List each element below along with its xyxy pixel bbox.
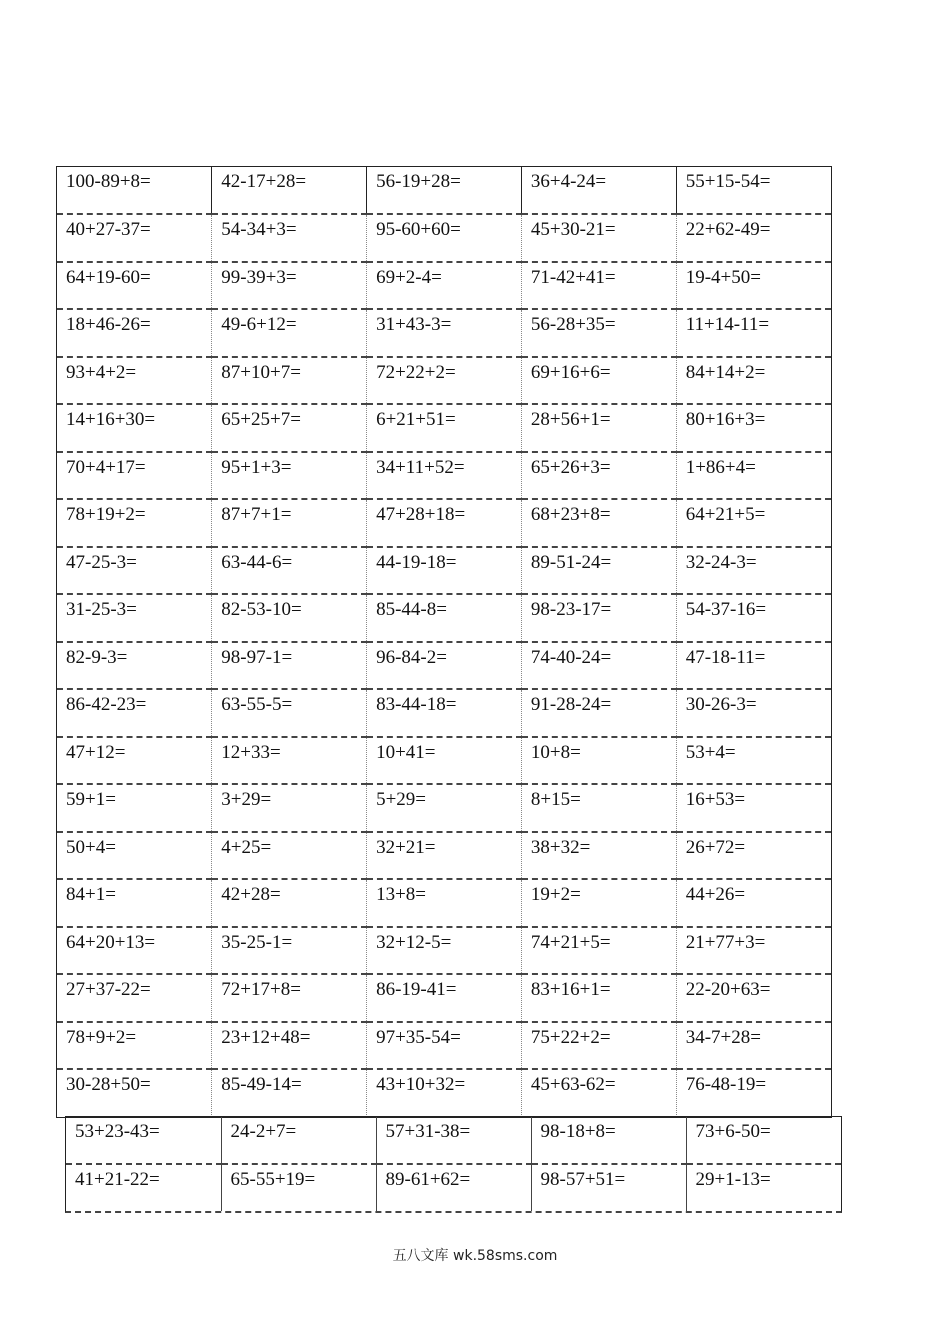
exercise-cell: 10+8= — [521, 737, 676, 785]
exercise-cell: 50+4= — [57, 832, 212, 880]
exercise-cell: 10+41= — [367, 737, 522, 785]
exercise-cell: 74+21+5= — [521, 927, 676, 975]
exercise-cell: 56-28+35= — [521, 309, 676, 357]
exercise-cell: 36+4-24= — [521, 167, 676, 214]
exercise-cell: 87+10+7= — [212, 357, 367, 405]
exercise-cell: 69+2-4= — [367, 262, 522, 310]
exercise-row — [57, 309, 831, 357]
exercise-row — [66, 1117, 841, 1164]
exercise-cell: 26+72= — [676, 832, 831, 880]
exercise-cell: 38+32= — [521, 832, 676, 880]
exercise-cell: 76-48-19= — [676, 1069, 831, 1117]
exercise-cell: 99-39+3= — [212, 262, 367, 310]
exercise-cell: 32-24-3= — [676, 547, 831, 595]
exercise-cell: 95+1+3= — [212, 452, 367, 500]
exercise-cell: 75+22+2= — [521, 1022, 676, 1070]
exercise-cell: 63-44-6= — [212, 547, 367, 595]
exercise-cell: 30-28+50= — [57, 1069, 212, 1117]
exercise-cell: 65+25+7= — [212, 404, 367, 452]
exercise-cell: 97+35-54= — [367, 1022, 522, 1070]
exercise-cell: 73+6-50= — [686, 1117, 841, 1164]
exercise-row — [57, 499, 831, 547]
exercise-cell: 78+9+2= — [57, 1022, 212, 1070]
exercise-row — [57, 784, 831, 832]
exercise-cell: 59+1= — [57, 784, 212, 832]
exercise-row — [57, 262, 831, 310]
exercise-row — [57, 642, 831, 690]
exercise-cell: 32+21= — [367, 832, 522, 880]
exercise-cell: 1+86+4= — [676, 452, 831, 500]
exercise-row — [57, 689, 831, 737]
exercise-cell: 56-19+28= — [367, 167, 522, 214]
exercise-row — [57, 594, 831, 642]
exercise-cell: 65-55+19= — [221, 1164, 376, 1211]
exercise-cell: 42+28= — [212, 879, 367, 927]
exercise-cell: 98-57+51= — [531, 1164, 686, 1211]
exercise-cell: 89-51-24= — [521, 547, 676, 595]
exercise-cell: 83+16+1= — [521, 974, 676, 1022]
exercise-cell: 35-25-1= — [212, 927, 367, 975]
extra-exercise-table — [66, 1117, 841, 1211]
exercise-cell: 47-25-3= — [57, 547, 212, 595]
exercise-row — [66, 1164, 841, 1211]
exercise-cell: 47+12= — [57, 737, 212, 785]
exercise-cell: 57+31-38= — [376, 1117, 531, 1164]
exercise-cell: 65+26+3= — [521, 452, 676, 500]
exercise-cell: 85-49-14= — [212, 1069, 367, 1117]
exercise-cell: 63-55-5= — [212, 689, 367, 737]
footer-watermark: 五八文库 wk.58sms.com — [392, 1248, 558, 1264]
exercise-cell: 42-17+28= — [212, 167, 367, 214]
exercise-cell: 49-6+12= — [212, 309, 367, 357]
exercise-cell: 96-84-2= — [367, 642, 522, 690]
exercise-cell: 11+14-11= — [676, 309, 831, 357]
exercise-cell: 71-42+41= — [521, 262, 676, 310]
exercise-row — [57, 1069, 831, 1117]
exercise-cell: 24-2+7= — [221, 1117, 376, 1164]
exercise-cell: 32+12-5= — [367, 927, 522, 975]
exercise-row — [57, 927, 831, 975]
exercise-cell: 82-9-3= — [57, 642, 212, 690]
exercise-cell: 43+10+32= — [367, 1069, 522, 1117]
exercise-cell: 30-26-3= — [676, 689, 831, 737]
exercise-cell: 21+77+3= — [676, 927, 831, 975]
exercise-cell: 31-25-3= — [57, 594, 212, 642]
exercise-cell: 22+62-49= — [676, 214, 831, 262]
exercise-cell: 8+15= — [521, 784, 676, 832]
exercise-cell: 6+21+51= — [367, 404, 522, 452]
exercise-row — [57, 1022, 831, 1070]
exercise-cell: 72+17+8= — [212, 974, 367, 1022]
exercise-cell: 16+53= — [676, 784, 831, 832]
exercise-cell: 83-44-18= — [367, 689, 522, 737]
exercise-cell: 74-40-24= — [521, 642, 676, 690]
exercise-cell: 100-89+8= — [66, 171, 151, 192]
exercise-row — [57, 832, 831, 880]
exercise-cell: 54-37-16= — [676, 594, 831, 642]
exercise-cell: 12+33= — [212, 737, 367, 785]
exercise-cell: 13+8= — [367, 879, 522, 927]
exercise-cell: 41+21-22= — [66, 1164, 221, 1211]
exercise-cell: 78+19+2= — [57, 499, 212, 547]
exercise-cell: 40+27-37= — [57, 214, 212, 262]
exercise-row — [57, 357, 831, 405]
exercise-cell: 64+21+5= — [676, 499, 831, 547]
exercise-cell: 47+28+18= — [367, 499, 522, 547]
exercise-cell: 95-60+60= — [367, 214, 522, 262]
exercise-row — [57, 404, 831, 452]
exercise-cell: 47-18-11= — [676, 642, 831, 690]
exercise-cell: 64+20+13= — [57, 927, 212, 975]
exercise-cell: 23+12+48= — [212, 1022, 367, 1070]
exercise-row — [57, 879, 831, 927]
exercise-cell: 86-42-23= — [57, 689, 212, 737]
exercise-cell: 64+19-60= — [57, 262, 212, 310]
exercise-cell: 45+63-62= — [521, 1069, 676, 1117]
exercise-cell: 98-97-1= — [212, 642, 367, 690]
exercise-cell: 86-19-41= — [367, 974, 522, 1022]
exercise-cell: 91-28-24= — [521, 689, 676, 737]
exercise-row — [57, 452, 831, 500]
exercise-row — [57, 737, 831, 785]
exercise-cell: 72+22+2= — [367, 357, 522, 405]
exercise-cell: 4+25= — [212, 832, 367, 880]
exercise-cell: 45+30-21= — [521, 214, 676, 262]
exercise-cell: 19-4+50= — [676, 262, 831, 310]
exercise-cell: 29+1-13= — [686, 1164, 841, 1211]
exercise-cell: 34-7+28= — [676, 1022, 831, 1070]
exercise-cell: 84+1= — [57, 879, 212, 927]
exercise-row — [57, 167, 831, 214]
exercise-cell: 18+46-26= — [57, 309, 212, 357]
exercise-cell: 31+43-3= — [367, 309, 522, 357]
exercise-cell: 69+16+6= — [521, 357, 676, 405]
exercise-cell: 22-20+63= — [676, 974, 831, 1022]
exercise-cell: 68+23+8= — [521, 499, 676, 547]
exercise-cell: 34+11+52= — [367, 452, 522, 500]
exercise-cell: 3+29= — [212, 784, 367, 832]
exercise-cell: 44+26= — [676, 879, 831, 927]
exercise-cell: 98-18+8= — [531, 1117, 686, 1164]
exercise-cell: 85-44-8= — [367, 594, 522, 642]
exercise-cell: 54-34+3= — [212, 214, 367, 262]
exercise-cell: 70+4+17= — [57, 452, 212, 500]
exercise-cell: 98-23-17= — [521, 594, 676, 642]
extra-exercise-grid — [65, 1116, 842, 1213]
exercise-cell: 5+29= — [367, 784, 522, 832]
exercise-cell: 53+4= — [676, 737, 831, 785]
main-exercise-table — [57, 167, 831, 1117]
exercise-cell: 55+15-54= — [676, 167, 831, 214]
exercise-cell: 14+16+30= — [57, 404, 212, 452]
main-exercise-grid — [56, 166, 832, 1118]
exercise-cell: 93+4+2= — [57, 357, 212, 405]
exercise-cell: 80+16+3= — [676, 404, 831, 452]
exercise-cell: 19+2= — [521, 879, 676, 927]
exercise-cell: 44-19-18= — [367, 547, 522, 595]
exercise-cell: 89-61+62= — [376, 1164, 531, 1211]
exercise-row — [57, 974, 831, 1022]
exercise-row — [57, 547, 831, 595]
exercise-cell: 82-53-10= — [212, 594, 367, 642]
exercise-cell: 53+23-43= — [75, 1121, 160, 1142]
exercise-cell: 87+7+1= — [212, 499, 367, 547]
exercise-cell: 28+56+1= — [521, 404, 676, 452]
exercise-cell: 84+14+2= — [676, 357, 831, 405]
exercise-cell: 27+37-22= — [57, 974, 212, 1022]
exercise-row — [57, 214, 831, 262]
